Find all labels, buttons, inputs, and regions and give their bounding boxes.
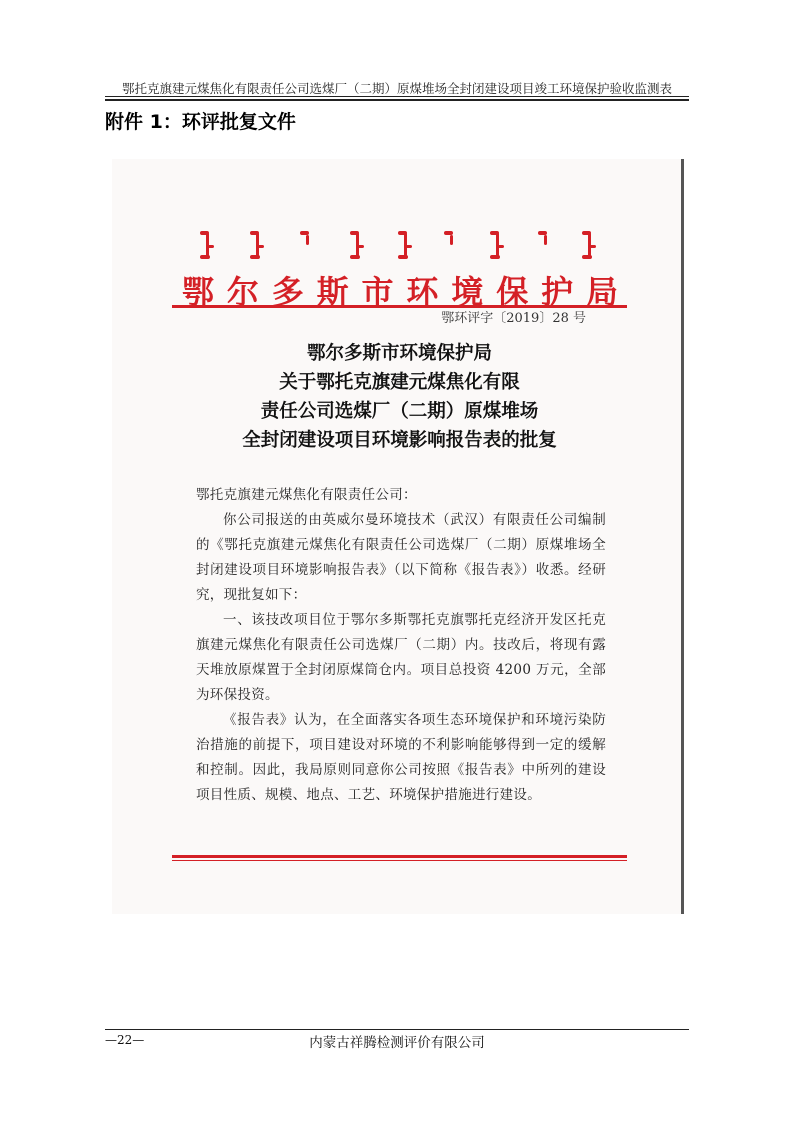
issuer-letterhead: 鄂尔多斯市环境保护局 — [182, 273, 622, 311]
title-line: 关于鄂托克旗建元煤焦化有限 — [279, 372, 520, 393]
appendix-title: 附件 1：环评批复文件 — [105, 111, 296, 133]
footer-red-rule — [172, 855, 627, 858]
body-paragraph: 你公司报送的由英威尔曼环境技术（武汉）有限责任公司编制的《鄂托克旗建元煤焦化有限责任公司选煤厂（二期）原煤堆场全封闭建设项目环境影响报告表》（以下简称《报告表》）收悉。经研究，现批复如下： — [196, 512, 606, 603]
title-line: 鄂尔多斯市环境保护局 — [306, 343, 492, 364]
body-paragraph: 一、该技改项目位于鄂尔多斯鄂托克旗鄂托克经济开发区托克旗建元煤焦化有限责任公司选煤厂（二期）内。技改后，将现有露天堆放原煤置于全封闭原煤筒仓内。项目总投资 4200 万元，全部为环保投资。 — [196, 612, 606, 703]
document-body — [196, 483, 606, 808]
document-number: 鄂环评字〔2019〕28 号 — [441, 311, 586, 326]
body-paragraph: 《报告表》认为，在全面落实各项生态环境保护和环境污染防治措施的前提下，项目建设对环境的不利影响能够得到一定的缓解和控制。因此，我局原则同意你公司按照《报告表》中所列的建设项目性质、规模、地点、工艺、环境保护措施进行建设。 — [196, 712, 606, 803]
title-line: 全封闭建设项目环境影响报告表的批复 — [242, 430, 557, 451]
title-line: 责任公司选煤厂（二期）原煤堆场 — [260, 401, 539, 422]
page-number: —22— — [105, 1033, 145, 1047]
running-header: 鄂托克旗建元煤焦化有限责任公司选煤厂（二期）原煤堆场全封闭建设项目竣工环境保护验收监测表 — [121, 81, 672, 96]
salutation: 鄂托克旗建元煤焦化有限责任公司： — [196, 487, 417, 503]
header-rule-thin — [105, 96, 689, 97]
footer-red-rule-thin — [172, 860, 627, 861]
header-rule-thick — [105, 99, 689, 101]
mongolian-script-line — [200, 229, 600, 267]
footer-rule — [105, 1029, 689, 1030]
footer-company: 内蒙古祥腾检测评价有限公司 — [309, 1035, 485, 1051]
scanned-document — [112, 159, 684, 914]
document-title — [172, 339, 627, 455]
